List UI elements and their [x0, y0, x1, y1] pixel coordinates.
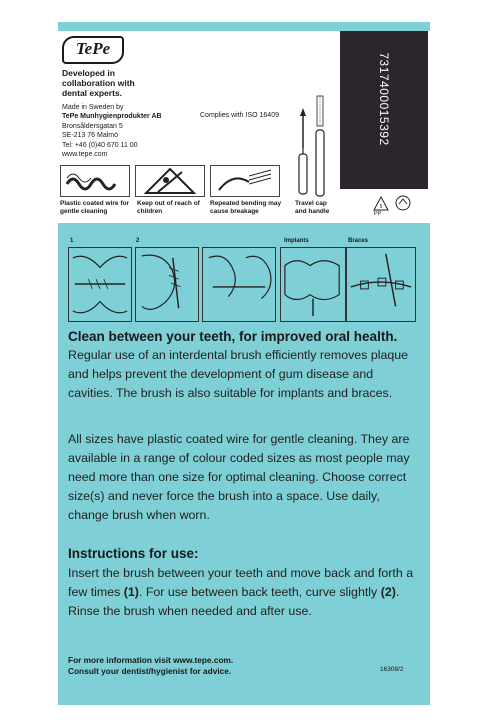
- manufacturer-address: Made in Sweden by TePe Munhygienprodukter AB Bronsåldersgatan 5 SE-213 76 Malmö Tel: +46 (0)40 670 11 00 www.tepe.com: [62, 104, 162, 159]
- diagram-label-braces: Braces: [348, 238, 369, 244]
- diagram-front-teeth-icon: [68, 247, 132, 322]
- warning-label-children: Keep out of reach of children: [137, 200, 200, 215]
- instructions-text: Insert the brush between your teeth and move back and forth a few times (1). For use between back teeth, curve slightly (2). Rinse the brush when needed and after use.: [68, 566, 414, 618]
- recycle-icon: [394, 194, 412, 212]
- warning-label-coated-wire: Plastic coated wire for gentle cleaning: [60, 200, 129, 215]
- top-stripe: [58, 22, 430, 31]
- developed-text: Developed in collaboration with dental experts.: [62, 68, 135, 98]
- tepe-logo: TePe: [62, 36, 124, 64]
- brush-illustration-icon: [293, 92, 337, 202]
- pp-label: PP: [374, 211, 382, 217]
- iso-compliance: Complies with ISO 16409: [200, 112, 279, 119]
- diagram-braces-icon: [346, 247, 416, 322]
- diagram-implants-icon: [280, 247, 346, 322]
- bending-warning-icon: [210, 165, 280, 197]
- warning-label-bending: Repeated bending may cause breakage: [210, 200, 282, 215]
- paragraph-sizes: All sizes have plastic coated wire for gentle cleaning. They are available in a range of colour coded sizes as most people may need more than one size for optimal cleaning. Choose correct size(s) and never force the brush into a space. Use daily, change brush when worn.: [68, 432, 410, 522]
- diagram-label-1: 1: [70, 238, 74, 244]
- diagram-label-2: 2: [136, 238, 140, 244]
- instructions-heading: Instructions for use:: [68, 546, 199, 561]
- warning-label-travel-cap: Travel cap and handle: [295, 200, 330, 215]
- coated-wire-icon: [60, 165, 130, 197]
- product-code: 16308/2: [380, 666, 404, 673]
- keep-out-children-icon: [135, 165, 205, 197]
- diagram-back-teeth-icon: [135, 247, 199, 322]
- paragraph-benefits: Regular use of an interdental brush efficiently removes plaque and helps prevent the development of gum disease and cavities. The brush is also suitable for implants and braces.: [68, 348, 409, 400]
- barcode-number: 7317400015392: [377, 52, 391, 146]
- diagram-molars-icon: [202, 247, 276, 322]
- footer-info: For more information visit www.tepe.com. Consult your dentist/hygienist for advice.: [68, 655, 234, 676]
- svg-text:5: 5: [379, 204, 383, 210]
- main-heading: Clean between your teeth, for improved oral health.: [68, 329, 398, 344]
- diagram-label-implants: Implants: [284, 238, 309, 244]
